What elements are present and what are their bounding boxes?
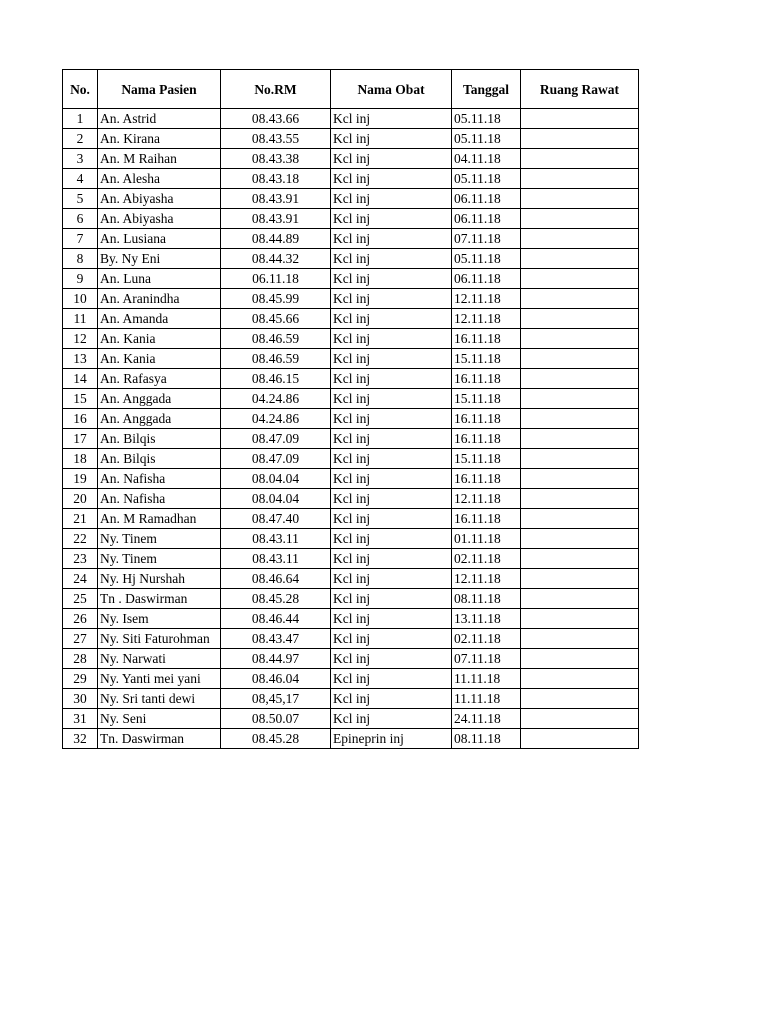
header-nama-obat: Nama Obat [331,70,452,109]
cell-no-rm: 08.46.64 [221,569,331,589]
cell-nama-obat: Kcl inj [331,589,452,609]
cell-nama-obat: Kcl inj [331,429,452,449]
cell-nama-pasien: An. Bilqis [98,449,221,469]
cell-no: 22 [63,529,98,549]
cell-nama-pasien: An. Luna [98,269,221,289]
table-header [63,70,639,109]
cell-nama-obat: Kcl inj [331,529,452,549]
cell-no: 14 [63,369,98,389]
cell-ruang-rawat [521,109,639,129]
cell-no-rm: 08.43.55 [221,129,331,149]
table-row [63,469,639,489]
cell-no: 29 [63,669,98,689]
cell-no-rm: 08.04.04 [221,489,331,509]
table-row [63,589,639,609]
cell-tanggal: 12.11.18 [452,309,521,329]
cell-nama-obat: Kcl inj [331,109,452,129]
cell-nama-obat: Kcl inj [331,549,452,569]
cell-nama-pasien: An. Rafasya [98,369,221,389]
cell-ruang-rawat [521,569,639,589]
cell-no: 17 [63,429,98,449]
cell-nama-pasien: An. Nafisha [98,469,221,489]
cell-ruang-rawat [521,409,639,429]
cell-nama-pasien: An. M Raihan [98,149,221,169]
table-row [63,149,639,169]
cell-no-rm: 08.44.89 [221,229,331,249]
cell-no: 12 [63,329,98,349]
table-row [63,449,639,469]
cell-ruang-rawat [521,229,639,249]
cell-tanggal: 15.11.18 [452,449,521,469]
cell-nama-pasien: An. Astrid [98,109,221,129]
cell-nama-obat: Kcl inj [331,489,452,509]
cell-no: 11 [63,309,98,329]
table-row [63,429,639,449]
cell-nama-obat: Kcl inj [331,509,452,529]
cell-tanggal: 08.11.18 [452,589,521,609]
cell-nama-pasien: Ny. Yanti mei yani [98,669,221,689]
cell-no-rm: 08.45.66 [221,309,331,329]
cell-nama-pasien: An. Abiyasha [98,209,221,229]
cell-no-rm: 08.43.38 [221,149,331,169]
header-no: No. [63,70,98,109]
cell-tanggal: 16.11.18 [452,329,521,349]
header-nama-pasien: Nama Pasien [98,70,221,109]
cell-nama-pasien: Ny. Narwati [98,649,221,669]
table-row [63,209,639,229]
cell-ruang-rawat [521,669,639,689]
cell-nama-obat: Kcl inj [331,409,452,429]
cell-no-rm: 08.47.09 [221,449,331,469]
table-row [63,629,639,649]
cell-no: 9 [63,269,98,289]
cell-no-rm: 04.24.86 [221,389,331,409]
cell-tanggal: 16.11.18 [452,409,521,429]
cell-no-rm: 08.50.07 [221,709,331,729]
cell-ruang-rawat [521,509,639,529]
table-row [63,609,639,629]
table-body [63,109,639,749]
cell-nama-pasien: An. Lusiana [98,229,221,249]
cell-no: 20 [63,489,98,509]
cell-no: 10 [63,289,98,309]
cell-no-rm: 08.43.66 [221,109,331,129]
cell-nama-obat: Kcl inj [331,389,452,409]
cell-no: 4 [63,169,98,189]
cell-nama-pasien: An. Anggada [98,389,221,409]
table-row [63,669,639,689]
cell-ruang-rawat [521,429,639,449]
cell-no: 21 [63,509,98,529]
cell-nama-obat: Kcl inj [331,289,452,309]
cell-nama-obat: Kcl inj [331,309,452,329]
cell-nama-pasien: Ny. Tinem [98,529,221,549]
cell-no-rm: 04.24.86 [221,409,331,429]
cell-tanggal: 08.11.18 [452,729,521,749]
cell-tanggal: 15.11.18 [452,349,521,369]
cell-nama-obat: Kcl inj [331,249,452,269]
cell-ruang-rawat [521,149,639,169]
cell-tanggal: 16.11.18 [452,509,521,529]
cell-nama-pasien: An. Kirana [98,129,221,149]
cell-tanggal: 06.11.18 [452,269,521,289]
cell-nama-obat: Kcl inj [331,229,452,249]
table-row [63,249,639,269]
cell-ruang-rawat [521,209,639,229]
cell-ruang-rawat [521,709,639,729]
cell-tanggal: 05.11.18 [452,249,521,269]
cell-tanggal: 05.11.18 [452,109,521,129]
cell-no-rm: 08.44.32 [221,249,331,269]
cell-no: 25 [63,589,98,609]
cell-no-rm: 08.46.59 [221,349,331,369]
cell-no: 24 [63,569,98,589]
cell-tanggal: 12.11.18 [452,289,521,309]
cell-nama-pasien: An. Aranindha [98,289,221,309]
cell-ruang-rawat [521,329,639,349]
cell-nama-pasien: Tn. Daswirman [98,729,221,749]
cell-no: 23 [63,549,98,569]
cell-nama-pasien: Ny. Seni [98,709,221,729]
cell-no: 2 [63,129,98,149]
cell-no-rm: 08.46.44 [221,609,331,629]
cell-nama-pasien: Ny. Sri tanti dewi [98,689,221,709]
cell-tanggal: 16.11.18 [452,469,521,489]
cell-no-rm: 08.46.15 [221,369,331,389]
cell-no: 18 [63,449,98,469]
cell-no-rm: 08,45,17 [221,689,331,709]
table-row [63,649,639,669]
table-row [63,729,639,749]
cell-no: 26 [63,609,98,629]
cell-no: 7 [63,229,98,249]
cell-nama-obat: Kcl inj [331,609,452,629]
cell-ruang-rawat [521,729,639,749]
table-row [63,389,639,409]
cell-nama-pasien: An. Bilqis [98,429,221,449]
cell-no-rm: 08.04.04 [221,469,331,489]
cell-no: 27 [63,629,98,649]
cell-no-rm: 08.43.11 [221,529,331,549]
cell-nama-obat: Kcl inj [331,369,452,389]
cell-ruang-rawat [521,489,639,509]
table-row [63,129,639,149]
cell-tanggal: 01.11.18 [452,529,521,549]
cell-nama-obat: Kcl inj [331,669,452,689]
cell-nama-pasien: By. Ny Eni [98,249,221,269]
cell-nama-obat: Kcl inj [331,169,452,189]
cell-tanggal: 11.11.18 [452,689,521,709]
cell-no-rm: 08.47.40 [221,509,331,529]
cell-ruang-rawat [521,549,639,569]
cell-ruang-rawat [521,389,639,409]
cell-nama-pasien: Ny. Siti Faturohman [98,629,221,649]
cell-ruang-rawat [521,629,639,649]
cell-nama-obat: Kcl inj [331,269,452,289]
cell-no: 13 [63,349,98,369]
cell-nama-obat: Kcl inj [331,629,452,649]
cell-nama-obat: Kcl inj [331,189,452,209]
cell-nama-obat: Kcl inj [331,709,452,729]
cell-tanggal: 02.11.18 [452,629,521,649]
cell-no: 32 [63,729,98,749]
cell-no: 30 [63,689,98,709]
cell-nama-obat: Kcl inj [331,209,452,229]
cell-tanggal: 13.11.18 [452,609,521,629]
cell-nama-pasien: Ny. Isem [98,609,221,629]
cell-nama-obat: Kcl inj [331,449,452,469]
cell-ruang-rawat [521,269,639,289]
header-tanggal: Tanggal [452,70,521,109]
cell-nama-obat: Kcl inj [331,129,452,149]
table-row [63,289,639,309]
cell-tanggal: 04.11.18 [452,149,521,169]
cell-no: 16 [63,409,98,429]
cell-no: 6 [63,209,98,229]
cell-tanggal: 24.11.18 [452,709,521,729]
cell-nama-pasien: An. Anggada [98,409,221,429]
cell-no-rm: 08.46.59 [221,329,331,349]
table-row [63,689,639,709]
cell-nama-pasien: An. Amanda [98,309,221,329]
table-row [63,509,639,529]
table-row [63,329,639,349]
cell-nama-pasien: An. Alesha [98,169,221,189]
cell-no-rm: 08.43.91 [221,209,331,229]
cell-ruang-rawat [521,249,639,269]
cell-ruang-rawat [521,129,639,149]
cell-nama-pasien: An. Abiyasha [98,189,221,209]
cell-no-rm: 08.43.91 [221,189,331,209]
cell-tanggal: 12.11.18 [452,489,521,509]
cell-nama-pasien: Ny. Tinem [98,549,221,569]
cell-tanggal: 12.11.18 [452,569,521,589]
cell-ruang-rawat [521,369,639,389]
table-row [63,269,639,289]
table-row [63,409,639,429]
table-row [63,489,639,509]
cell-no: 3 [63,149,98,169]
cell-ruang-rawat [521,309,639,329]
table-row [63,549,639,569]
table-row [63,529,639,549]
cell-no-rm: 08.45.28 [221,729,331,749]
cell-ruang-rawat [521,689,639,709]
cell-ruang-rawat [521,349,639,369]
cell-no-rm: 08.43.18 [221,169,331,189]
table-row [63,109,639,129]
cell-ruang-rawat [521,609,639,629]
cell-no: 1 [63,109,98,129]
cell-no-rm: 08.45.99 [221,289,331,309]
cell-nama-pasien: An. Kania [98,329,221,349]
table-row [63,569,639,589]
cell-ruang-rawat [521,169,639,189]
header-no-rm: No.RM [221,70,331,109]
table-row [63,169,639,189]
cell-nama-obat: Kcl inj [331,569,452,589]
header-ruang-rawat: Ruang Rawat [521,70,639,109]
cell-tanggal: 16.11.18 [452,429,521,449]
cell-no-rm: 08.45.28 [221,589,331,609]
table-row [63,189,639,209]
cell-nama-obat: Kcl inj [331,469,452,489]
table-row [63,349,639,369]
cell-nama-pasien: An. Kania [98,349,221,369]
cell-nama-pasien: Ny. Hj Nurshah [98,569,221,589]
cell-tanggal: 05.11.18 [452,129,521,149]
table-row [63,709,639,729]
cell-no-rm: 08.44.97 [221,649,331,669]
cell-nama-obat: Kcl inj [331,349,452,369]
cell-no-rm: 08.43.47 [221,629,331,649]
cell-no: 19 [63,469,98,489]
cell-no-rm: 08.43.11 [221,549,331,569]
cell-no: 31 [63,709,98,729]
cell-ruang-rawat [521,469,639,489]
patient-table [62,69,639,749]
cell-tanggal: 07.11.18 [452,649,521,669]
table-row [63,369,639,389]
cell-no: 28 [63,649,98,669]
cell-nama-pasien: Tn . Daswirman [98,589,221,609]
cell-tanggal: 05.11.18 [452,169,521,189]
cell-nama-obat: Kcl inj [331,689,452,709]
cell-tanggal: 02.11.18 [452,549,521,569]
cell-ruang-rawat [521,189,639,209]
cell-tanggal: 06.11.18 [452,209,521,229]
cell-no: 8 [63,249,98,269]
cell-tanggal: 07.11.18 [452,229,521,249]
cell-ruang-rawat [521,589,639,609]
cell-no-rm: 08.46.04 [221,669,331,689]
cell-no-rm: 06.11.18 [221,269,331,289]
cell-nama-pasien: An. M Ramadhan [98,509,221,529]
cell-nama-obat: Epineprin inj [331,729,452,749]
cell-no: 5 [63,189,98,209]
cell-tanggal: 11.11.18 [452,669,521,689]
cell-tanggal: 15.11.18 [452,389,521,409]
cell-ruang-rawat [521,289,639,309]
cell-ruang-rawat [521,649,639,669]
cell-tanggal: 06.11.18 [452,189,521,209]
table-row [63,309,639,329]
cell-ruang-rawat [521,529,639,549]
cell-nama-obat: Kcl inj [331,649,452,669]
header-row [63,70,639,109]
cell-nama-obat: Kcl inj [331,149,452,169]
cell-no: 15 [63,389,98,409]
cell-ruang-rawat [521,449,639,469]
cell-tanggal: 16.11.18 [452,369,521,389]
cell-nama-obat: Kcl inj [331,329,452,349]
cell-no-rm: 08.47.09 [221,429,331,449]
table-row [63,229,639,249]
cell-nama-pasien: An. Nafisha [98,489,221,509]
